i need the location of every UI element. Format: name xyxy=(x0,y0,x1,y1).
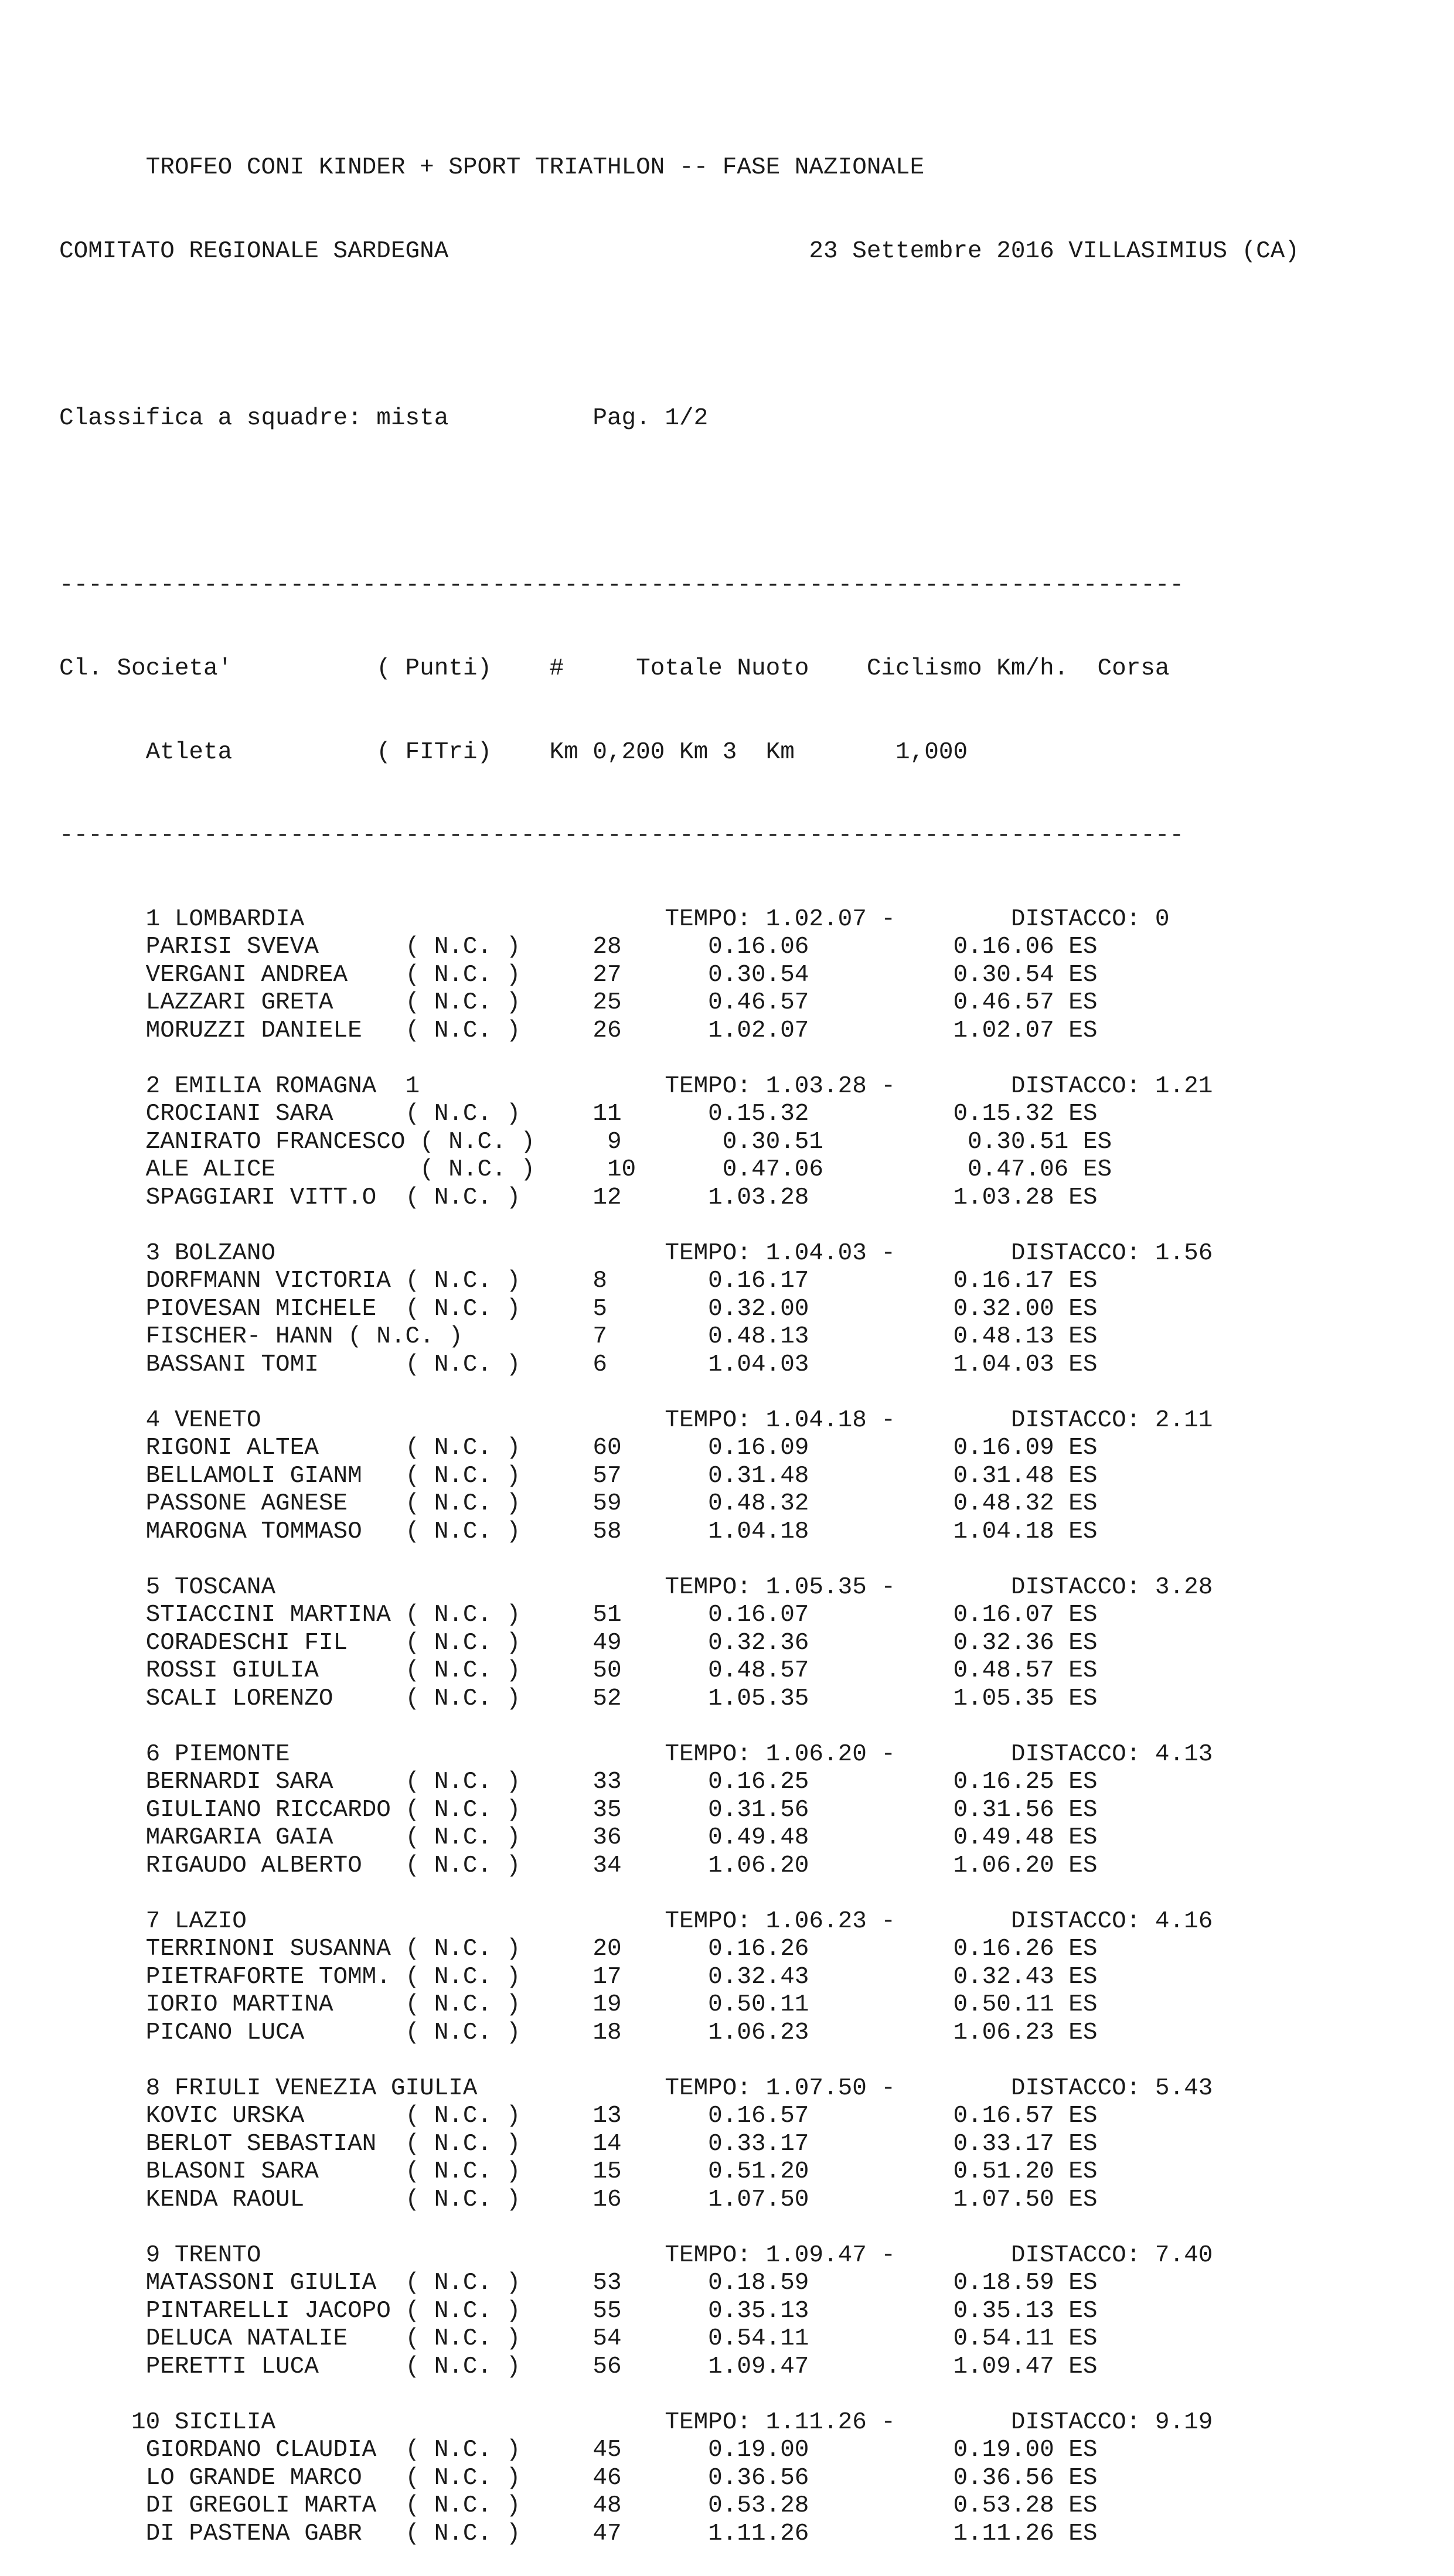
athlete-row: BERNARDI SARA ( N.C. ) 33 0.16.25 0.16.25 ES xyxy=(59,1769,1098,1795)
athlete-row: LAZZARI GRETA ( N.C. ) 25 0.46.57 0.46.57 ES xyxy=(59,989,1098,1016)
athlete-row: BASSANI TOMI ( N.C. ) 6 1.04.03 1.04.03 ES xyxy=(59,1351,1098,1378)
spacer xyxy=(59,1713,1299,1741)
spacer xyxy=(59,1045,1299,1073)
team-header: 6 PIEMONTE TEMPO: 1.06.20 - DISTACCO: 4.13 xyxy=(59,1740,1213,1768)
spacer xyxy=(59,1546,1299,1574)
spacer xyxy=(59,2381,1299,2409)
team-block xyxy=(59,1407,1299,1574)
team-header: 7 LAZIO TEMPO: 1.06.23 - DISTACCO: 4.16 xyxy=(59,1907,1213,1935)
athlete-row: MAROGNA TOMMASO ( N.C. ) 58 1.04.18 1.04.18 ES xyxy=(59,1518,1098,1545)
athlete-row: KENDA RAOUL ( N.C. ) 16 1.07.50 1.07.50 ES xyxy=(59,2186,1098,2213)
athlete-row: RIGONI ALTEA ( N.C. ) 60 0.16.09 0.16.09 ES xyxy=(59,1434,1098,1461)
athlete-row: MATASSONI GIULIA ( N.C. ) 53 0.18.59 0.18.59 ES xyxy=(59,2270,1098,2296)
team-header: 3 BOLZANO TEMPO: 1.04.03 - DISTACCO: 1.56 xyxy=(59,1239,1213,1267)
spacer xyxy=(59,321,1299,349)
athlete-row: VERGANI ANDREA ( N.C. ) 27 0.30.54 0.30.54 ES xyxy=(59,961,1098,989)
team-header: 8 FRIULI VENEZIA GIULIA TEMPO: 1.07.50 - DISTACCO: 5.43 xyxy=(59,2074,1213,2102)
athlete-row: BELLAMOLI GIANM ( N.C. ) 57 0.31.48 0.31.48 ES xyxy=(59,1462,1098,1490)
athlete-row: DI PASTENA GABR ( N.C. ) 47 1.11.26 1.11.26 ES xyxy=(59,2520,1098,2547)
athlete-row: PICANO LUCA ( N.C. ) 18 1.06.23 1.06.23 ES xyxy=(59,2019,1098,2046)
team-block xyxy=(59,1073,1299,1240)
athlete-row: DELUCA NATALIE ( N.C. ) 54 0.54.11 0.54.11 ES xyxy=(59,2325,1098,2352)
column-headers-2: Atleta ( FITri) Km 0,200 Km 3 Km 1,000 xyxy=(59,738,968,766)
teams-list xyxy=(59,906,1299,2548)
athlete-row: CORADESCHI FIL ( N.C. ) 49 0.32.36 0.32.36 ES xyxy=(59,1629,1098,1657)
athlete-row: GIORDANO CLAUDIA ( N.C. ) 45 0.19.00 0.19.00 ES xyxy=(59,2437,1098,2463)
athlete-row: LO GRANDE MARCO ( N.C. ) 46 0.36.56 0.36.56 ES xyxy=(59,2464,1098,2492)
athlete-row: SPAGGIARI VITT.O ( N.C. ) 12 1.03.28 1.03.28 ES xyxy=(59,1184,1098,1211)
athlete-row: CROCIANI SARA ( N.C. ) 11 0.15.32 0.15.32 ES xyxy=(59,1100,1098,1127)
team-block xyxy=(59,1908,1299,2075)
team-block xyxy=(59,2409,1299,2548)
spacer xyxy=(59,2214,1299,2242)
column-headers-1: Cl. Societa' ( Punti) # Totale Nuoto Ciclismo Km/h. Corsa xyxy=(59,655,1170,682)
team-header: 4 VENETO TEMPO: 1.04.18 - DISTACCO: 2.11 xyxy=(59,1406,1213,1434)
athlete-row: BERLOT SEBASTIAN ( N.C. ) 14 0.33.17 0.33.17 ES xyxy=(59,2130,1098,2158)
athlete-row: MARGARIA GAIA ( N.C. ) 36 0.49.48 0.49.48 ES xyxy=(59,1824,1098,1851)
team-header: 5 TOSCANA TEMPO: 1.05.35 - DISTACCO: 3.28 xyxy=(59,1573,1213,1601)
team-block xyxy=(59,1574,1299,1741)
athlete-row: PIETRAFORTE TOMM. ( N.C. ) 17 0.32.43 0.32.43 ES xyxy=(59,1963,1098,1991)
athlete-row: RIGAUDO ALBERTO ( N.C. ) 34 1.06.20 1.06.20 ES xyxy=(59,1852,1098,1879)
athlete-row: STIACCINI MARTINA ( N.C. ) 51 0.16.07 0.16.07 ES xyxy=(59,1602,1098,1628)
athlete-row: DORFMANN VICTORIA ( N.C. ) 8 0.16.17 0.16.17 ES xyxy=(59,1267,1098,1294)
organizer-date-line: COMITATO REGIONALE SARDEGNA 23 Settembre 2016 VILLASIMIUS (CA) xyxy=(59,237,1299,265)
athlete-row: PINTARELLI JACOPO ( N.C. ) 55 0.35.13 0.35.13 ES xyxy=(59,2297,1098,2325)
rule-bottom: ------------------------------------------------------------------------------ xyxy=(59,822,1184,849)
team-header: 9 TRENTO TEMPO: 1.09.47 - DISTACCO: 7.40 xyxy=(59,2241,1213,2269)
athlete-row: ZANIRATO FRANCESCO ( N.C. ) 9 0.30.51 0.30.51 ES xyxy=(59,1128,1112,1156)
athlete-row: ROSSI GIULIA ( N.C. ) 50 0.48.57 0.48.57 ES xyxy=(59,1657,1098,1684)
team-block xyxy=(59,1741,1299,1908)
team-block xyxy=(59,906,1299,1073)
athlete-row: ALE ALICE ( N.C. ) 10 0.47.06 0.47.06 ES xyxy=(59,1156,1112,1183)
athlete-row: PASSONE AGNESE ( N.C. ) 59 0.48.32 0.48.32 ES xyxy=(59,1490,1098,1517)
team-header: 2 EMILIA ROMAGNA 1 TEMPO: 1.03.28 - DISTACCO: 1.21 xyxy=(59,1072,1213,1100)
rule-top: ------------------------------------------------------------------------------ xyxy=(59,571,1184,599)
athlete-row: PERETTI LUCA ( N.C. ) 56 1.09.47 1.09.47 ES xyxy=(59,2353,1098,2380)
event-title: TROFEO CONI KINDER + SPORT TRIATHLON -- FASE NAZIONALE xyxy=(59,154,925,181)
athlete-row: IORIO MARTINA ( N.C. ) 19 0.50.11 0.50.11 ES xyxy=(59,1991,1098,2018)
athlete-row: DI GREGOLI MARTA ( N.C. ) 48 0.53.28 0.53.28 ES xyxy=(59,2492,1098,2519)
spacer xyxy=(59,488,1299,516)
team-block xyxy=(59,2075,1299,2242)
team-header: 10 SICILIA TEMPO: 1.11.26 - DISTACCO: 9.19 xyxy=(59,2408,1213,2436)
spacer xyxy=(59,1379,1299,1407)
athlete-row: GIULIANO RICCARDO ( N.C. ) 35 0.31.56 0.31.56 ES xyxy=(59,1796,1098,1824)
athlete-row: PIOVESAN MICHELE ( N.C. ) 5 0.32.00 0.32.00 ES xyxy=(59,1295,1098,1323)
athlete-row: SCALI LORENZO ( N.C. ) 52 1.05.35 1.05.35 ES xyxy=(59,1685,1098,1712)
spacer xyxy=(59,1880,1299,1908)
team-block xyxy=(59,2242,1299,2409)
athlete-row: PARISI SVEVA ( N.C. ) 28 0.16.06 0.16.06 ES xyxy=(59,933,1098,960)
team-header: 1 LOMBARDIA TEMPO: 1.02.07 - DISTACCO: 0 xyxy=(59,905,1170,933)
team-block xyxy=(59,1240,1299,1407)
athlete-row: TERRINONI SUSANNA ( N.C. ) 20 0.16.26 0.16.26 ES xyxy=(59,1936,1098,1962)
athlete-row: KOVIC URSKA ( N.C. ) 13 0.16.57 0.16.57 ES xyxy=(59,2103,1098,2129)
athlete-row: BLASONI SARA ( N.C. ) 15 0.51.20 0.51.20 ES xyxy=(59,2158,1098,2185)
spacer xyxy=(59,1212,1299,1240)
classification-line: Classifica a squadre: mista Pag. 1/2 xyxy=(59,404,709,432)
athlete-row: FISCHER- HANN ( N.C. ) 7 0.48.13 0.48.13 ES xyxy=(59,1323,1098,1350)
spacer xyxy=(59,2047,1299,2075)
athlete-row: MORUZZI DANIELE ( N.C. ) 26 1.02.07 1.02.07 ES xyxy=(59,1017,1098,1044)
results-document xyxy=(59,98,1299,2576)
